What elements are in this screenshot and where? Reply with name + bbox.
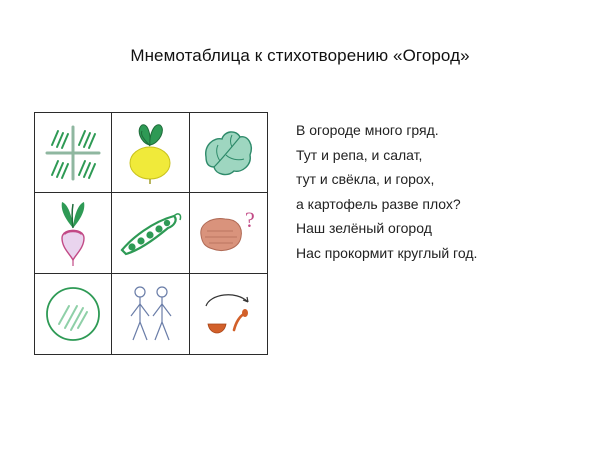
cell-lettuce [190,113,267,193]
cell-two-people [112,274,189,354]
cell-turnip [112,113,189,193]
cell-pea-pod [112,193,189,273]
poem-line: Тут и репа, и салат, [296,146,423,163]
poem-line: Нас прокормит круглый год. [296,244,478,261]
beet-icon [48,198,98,268]
cell-round-garden [35,274,112,354]
poem-line: а картофель разве плох? [296,195,461,212]
pea-pod-icon [116,208,184,258]
mnemo-table [34,112,268,355]
year-cycle-spoon-icon [196,284,260,344]
round-garden-icon [43,284,103,344]
slide-title: Мнемотаблица к стихотворению «Огород» [130,46,470,65]
cell-year-spoon [190,274,267,354]
cell-garden-beds [35,113,112,193]
cell-beet [35,193,112,273]
two-people-icon [120,282,180,346]
poem-line: тут и свёкла, и горох, [296,171,435,187]
turnip-icon [120,121,180,185]
poem-line: Наш зелёный огород [296,220,432,236]
potato-question-icon [193,203,263,263]
cell-potato [190,193,267,273]
poem-line: В огороде много гряд. [296,122,439,138]
lettuce-icon [198,123,258,183]
poem-text [296,118,477,265]
garden-beds-icon [43,123,103,183]
svg-text:?: ? [245,206,256,232]
